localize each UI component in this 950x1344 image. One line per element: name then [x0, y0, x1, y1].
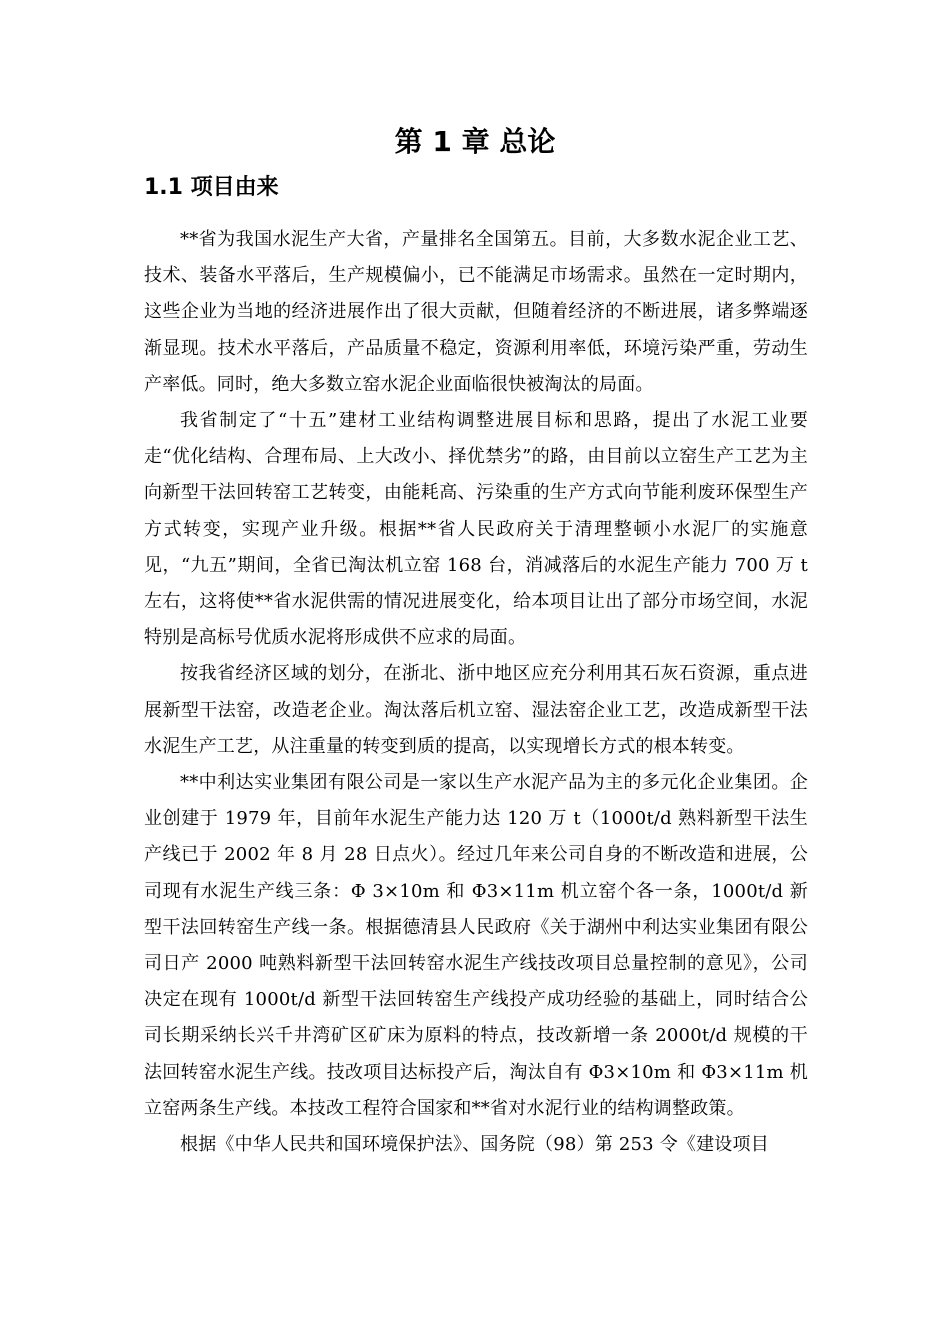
paragraph: 我省制定了“十五”建材工业结构调整进展目标和思路，提出了水泥工业要走“优化结构、合理布局、上大改小、择优禁劣”的路，由目前以立窑生产工艺为主向新型干法回转窑工艺转变，由能耗高、污染重的生产方式向节能利废环保型生产方式转变，实现产业升级。根据**省人民政府关于清理整顿小水泥厂的实施意见，“九五”期间，全省已淘汰机立窑 168 台，消减落后的水泥生产能力 700 万 t 左右，这将使**省水泥供需的情况进展变化，给本项目让出了部分市场空间，水泥特别是高标号优质水泥将形成供不应求的局面。	[144, 410, 808, 649]
body-text	[144, 222, 808, 1163]
paragraph: 按我省经济区域的划分，在浙北、浙中地区应充分利用其石灰石资源，重点进展新型干法窑，改造老企业。淘汰落后机立窑、湿法窑企业工艺，改造成新型干法水泥生产工艺，从注重量的转变到质的提高，以实现增长方式的根本转变。	[144, 663, 808, 757]
paragraph: **省为我国水泥生产大省，产量排名全国第五。目前，大多数水泥企业工艺、技术、装备水平落后，生产规模偏小，已不能满足市场需求。虽然在一定时期内，这些企业为当地的经济进展作出了很大贡献，但随着经济的不断进展，诸多弊端逐渐显现。技术水平落后，产品质量不稳定，资源利用率低，环境污染严重，劳动生产率低。同时，绝大多数立窑水泥企业面临很快被淘汰的局面。	[144, 229, 808, 395]
chapter-title: 第 1 章 总论	[394, 125, 556, 158]
paragraph: **中利达实业集团有限公司是一家以生产水泥产品为主的多元化企业集团。企业创建于 1979 年，目前年水泥生产能力达 120 万 t（1000t/d 熟料新型干法生产线已于 2002 年 8 月 28 日点火）。经过几年来公司自身的不断改造和进展，公司现有水泥生产线三条：Φ 3×10m 和 Φ3×11m 机立窑个各一条，1000t/d 新型干法回转窑生产线一条。根据德清县人民政府《关于湖州中利达实业集团有限公司日产 2000 吨熟料新型干法回转窑水泥生产线技改项目总量控制的意见》，公司决定在现有 1000t/d 新型干法回转窑生产线投产成功经验的基础上，同时结合公司长期采纳长兴千井湾矿区矿床为原料的特点，技改新增一条 2000t/d 规模的干法回转窑水泥生产线。技改项目达标投产后，淘汰自有 Φ3×10m 和 Φ3×11m 机立窑两条生产线。本技改工程符合国家和**省对水泥行业的结构调整政策。	[144, 772, 808, 1119]
paragraph: 根据《中华人民共和国环境保护法》、国务院（98）第 253 令《建设项目	[180, 1134, 769, 1156]
section-title: 1.1 项目由来	[144, 175, 279, 200]
